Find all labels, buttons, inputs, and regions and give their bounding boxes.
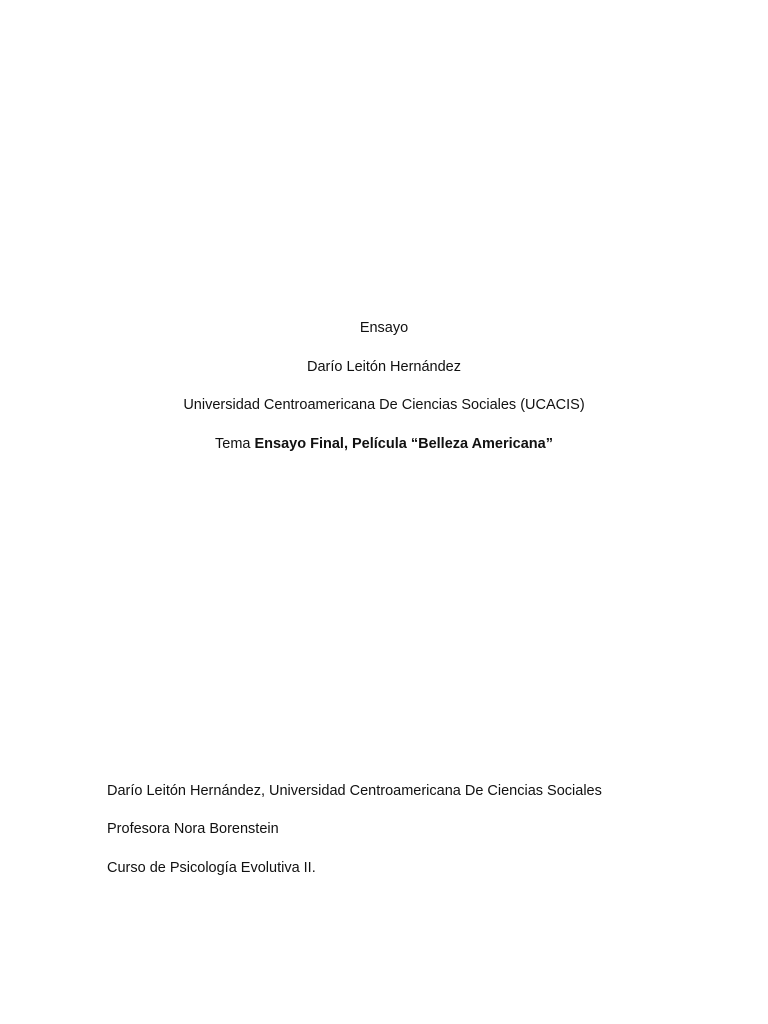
professor-name: Profesora Nora Borenstein	[107, 821, 279, 837]
author-name: Darío Leitón Hernández	[307, 359, 461, 375]
course-name: Curso de Psicología Evolutiva II.	[107, 860, 316, 876]
document-type-heading: Ensayo	[359, 320, 409, 336]
topic-line	[0, 434, 768, 454]
university-name: Universidad Centroamericana De Ciencias Sociales (UCACIS)	[183, 397, 585, 413]
author-affiliation: Darío Leitón Hernández, Universidad Centroamericana De Ciencias Sociales	[107, 783, 602, 799]
topic-title: Ensayo Final, Película “Belleza Americana”	[254, 436, 553, 452]
topic-prefix: Tema	[215, 436, 251, 452]
